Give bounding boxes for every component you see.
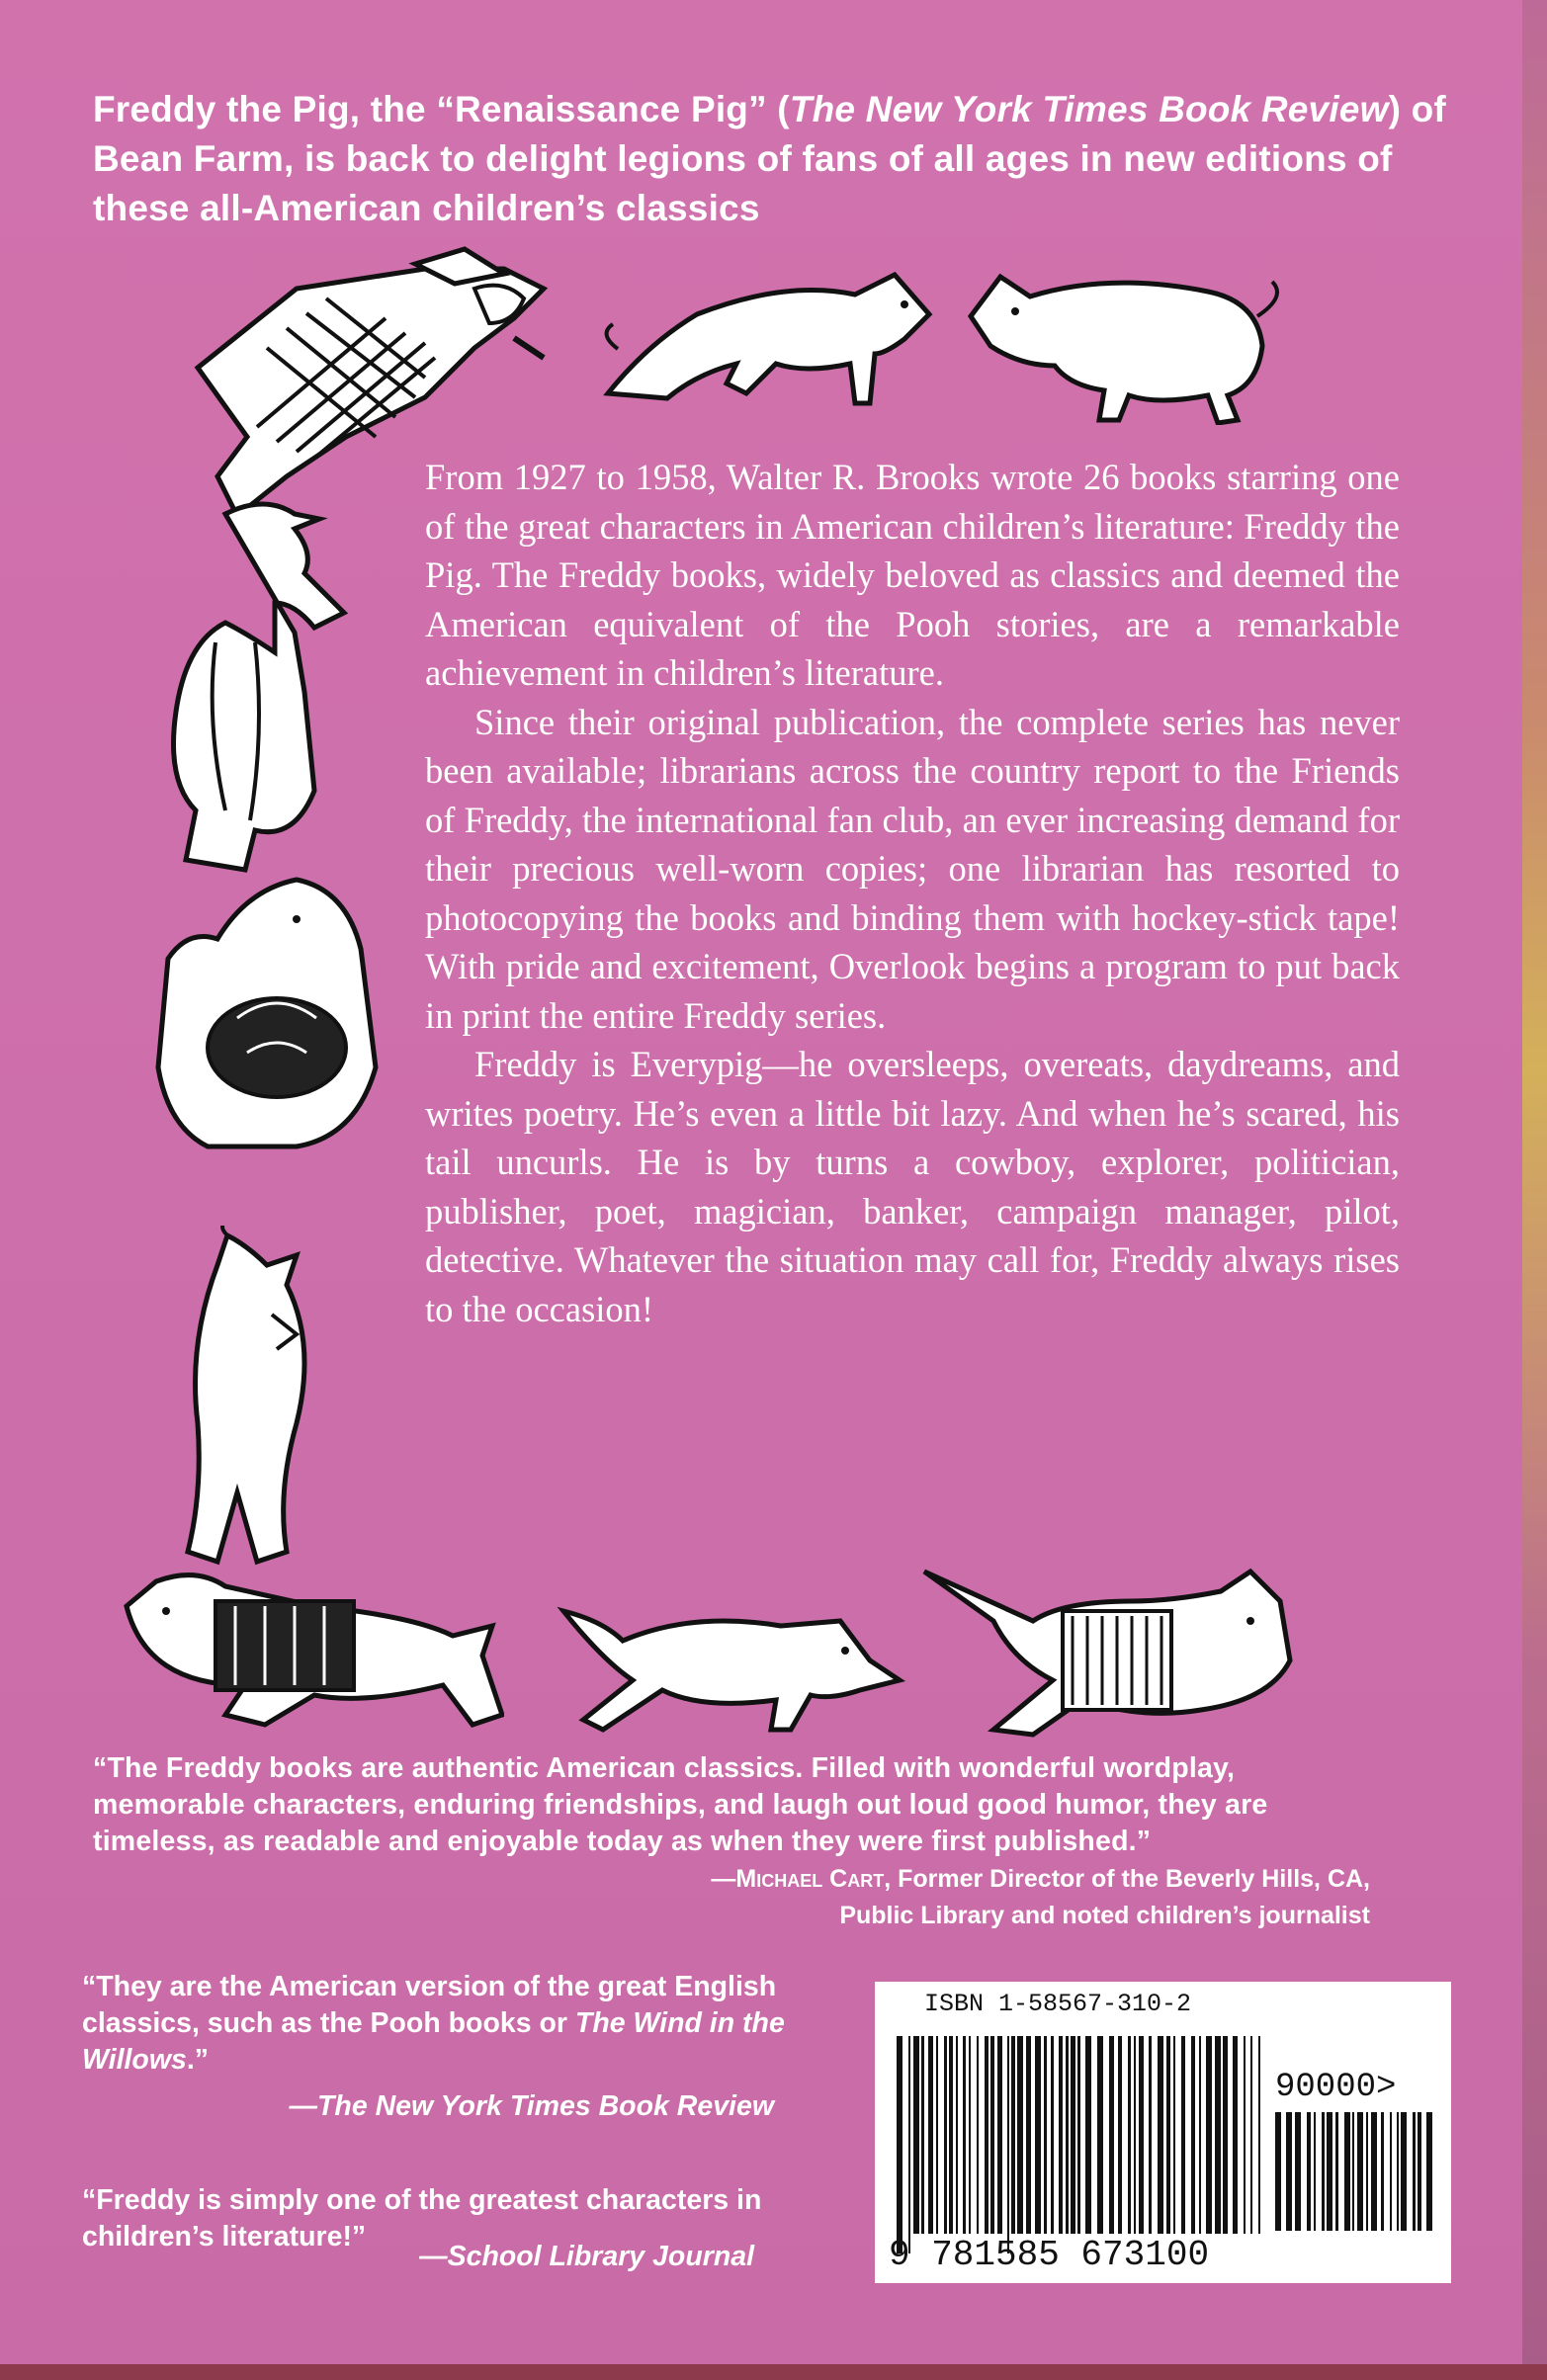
barcode-bar — [1066, 2036, 1069, 2234]
headline-blurb — [93, 85, 1477, 233]
barcode-bar — [1077, 2036, 1080, 2234]
review-attribution-slj: —School Library Journal — [419, 2241, 754, 2272]
pig-in-striped-shirt-illustration — [914, 1562, 1305, 1740]
ean-digits: 9 781585 673100 — [889, 2235, 1210, 2275]
barcode-bar — [928, 2036, 933, 2234]
barcode-bar — [1011, 2036, 1015, 2234]
barcode-bar — [1007, 2036, 1009, 2253]
review-quote-slj: “Freddy is simply one of the greatest characters in children’s literature!” — [82, 2184, 762, 2252]
barcode-bar — [1166, 2036, 1170, 2234]
upright-pig-illustration — [168, 1226, 326, 1581]
attribution-dash: — — [711, 1865, 736, 1893]
price-code: 90000> — [1275, 2069, 1397, 2106]
barcode-bar — [1413, 2112, 1416, 2231]
walking-pig-illustration — [588, 255, 936, 413]
quote-text-end: .” — [186, 2044, 210, 2076]
review-quote-cart: “The Freddy books are authentic American classics. Filled with wonderful wordplay, memorable characters, enduring friendships, and laugh out loud good humor, they are timeless, as readable and enjoyable today as when they were first published.” — [93, 1752, 1268, 1857]
attribution-name: Michael Cart — [735, 1865, 885, 1893]
description-paragraph: From 1927 to 1958, Walter R. Brooks wrote 26 books starring one of the great characters in American children’s literature: Freddy the Pig. The Freddy books, widely beloved as classics and deemed the American equivalent of the Pooh stories, are a remarkable achievement in children’s literature. — [425, 457, 1400, 693]
review-attribution-nyt: —The New York Times Book Review — [289, 2090, 774, 2122]
description-paragraph: Freddy is Everypig—he oversleeps, overeats, daydreams, and writes poetry. He’s even a little bit lazy. And when he’s scared, his tail uncurls. He is by turns a cowboy, explorer, politician, publisher, poet, magician, banker, campaign manager, pilot, detective. Whatever the situation may call for, Freddy always rises to the occasion! — [425, 1044, 1400, 1329]
quote-title-italic: The Wind in the Willows — [82, 2007, 785, 2076]
barcode-bar — [1071, 2036, 1075, 2234]
barcode-bar — [1426, 2112, 1432, 2231]
running-pig-illustration — [544, 1581, 909, 1740]
barcode-bar — [1158, 2036, 1163, 2234]
barcode-bar — [1139, 2036, 1144, 2234]
barcode-bar — [1352, 2112, 1354, 2231]
page-edge — [1522, 0, 1547, 2380]
review-quote-nyt — [82, 1969, 794, 2079]
attribution-detail: , Former Director of the Beverly Hills, CA, Public Library and noted children’s journalist — [839, 1865, 1370, 1929]
barcode-bar — [1244, 2036, 1246, 2234]
barcode-bar — [977, 2036, 979, 2234]
barcode-bar — [1109, 2036, 1114, 2234]
isbn-barcode-panel — [875, 1982, 1451, 2283]
barcode-bar — [1215, 2036, 1221, 2234]
barcode-bar — [1085, 2036, 1091, 2234]
barcode-bar — [1381, 2112, 1384, 2231]
barcode-bar — [1044, 2036, 1047, 2234]
barcode-bar — [944, 2036, 947, 2234]
barcode-bar — [1314, 2112, 1316, 2231]
barcode-bar — [1199, 2036, 1201, 2234]
barcode-bar — [1059, 2036, 1063, 2234]
pig-in-sweater-illustration — [117, 1567, 504, 1735]
barcode-bar — [997, 2036, 1002, 2234]
barcode-bar — [1275, 2112, 1281, 2231]
barcode-bar — [985, 2036, 988, 2234]
barcode-bar — [1026, 2036, 1031, 2234]
barcode-bar — [1051, 2036, 1054, 2234]
barcode-bar — [1250, 2036, 1252, 2234]
ean-barcode — [897, 2036, 1262, 2253]
barcode-bar — [1390, 2112, 1392, 2231]
barcode-bar — [1035, 2036, 1041, 2234]
barcode-bar — [1344, 2112, 1350, 2231]
barcode-bar — [936, 2036, 938, 2234]
barcode-bar — [1181, 2036, 1185, 2234]
headline-text-1: Freddy the Pig, the “Renaissance Pig” ( — [93, 89, 790, 129]
barcode-bar — [1295, 2112, 1301, 2231]
barcode-bar — [1307, 2112, 1311, 2231]
barcode-bar — [1357, 2112, 1363, 2231]
review-attribution-cart — [692, 1861, 1370, 1934]
barcode-bar — [1335, 2112, 1338, 2231]
barcode-bar — [1418, 2112, 1421, 2231]
barcode-bar — [1173, 2036, 1175, 2234]
barcode-bar — [969, 2036, 971, 2234]
barcode-bar — [1128, 2036, 1131, 2234]
barcode-bar — [1134, 2036, 1136, 2234]
barcode-bar — [1371, 2112, 1377, 2231]
barcode-bar — [897, 2036, 902, 2253]
pig-in-armchair-illustration — [148, 870, 386, 1156]
barcode-bar — [1286, 2112, 1292, 2231]
pig-in-overcoat-illustration — [156, 494, 364, 875]
barcode-bar — [1233, 2036, 1238, 2234]
barcode-bar — [1366, 2112, 1368, 2231]
barcode-bar — [963, 2036, 966, 2234]
headline-text-2: ) of Bean Farm, is back to delight legions of fans of all ages in new editions of these all-American children’s classics — [93, 89, 1446, 228]
description-paragraph: Since their original publication, the complete series has never been available; librarians across the country report to the Friends of Freddy, the international fan club, an ever increasing demand for their precious well-worn copies; one librarian has resorted to photocopying the books and binding them with hockey-stick tape! With pride and excitement, Overlook begins a program to put back in print the entire Freddy series. — [425, 701, 1400, 1036]
headline-italic-source: The New York Times Book Review — [789, 89, 1389, 129]
barcode-bar — [1149, 2036, 1152, 2234]
standing-pig-illustration — [961, 247, 1309, 425]
barcode-bar — [908, 2036, 910, 2253]
binding-edge — [0, 2364, 1547, 2380]
barcode-bar — [1191, 2036, 1195, 2234]
barcode-bar — [1223, 2036, 1228, 2234]
quote-text: “They are the American version of the great English classics, such as the Pooh books or — [82, 1971, 777, 2039]
barcode-bar — [949, 2036, 953, 2234]
barcode-bar — [1118, 2036, 1122, 2234]
barcode-bar — [990, 2036, 994, 2234]
description-body — [425, 453, 1400, 1333]
barcode-bar — [1322, 2112, 1325, 2231]
barcode-bar — [1206, 2036, 1212, 2234]
barcode-bar — [1327, 2112, 1332, 2231]
barcode-bar — [956, 2036, 958, 2234]
barcode-bar — [913, 2036, 919, 2234]
barcode-bar — [921, 2036, 924, 2234]
isbn-label: ISBN 1-58567-310-2 — [924, 1990, 1192, 2018]
barcode-bar — [1097, 2036, 1103, 2234]
barcode-bar — [1017, 2036, 1023, 2234]
barcode-bar — [1397, 2112, 1399, 2231]
barcode-bar — [1401, 2112, 1407, 2231]
barcode-bar — [1258, 2036, 1260, 2234]
